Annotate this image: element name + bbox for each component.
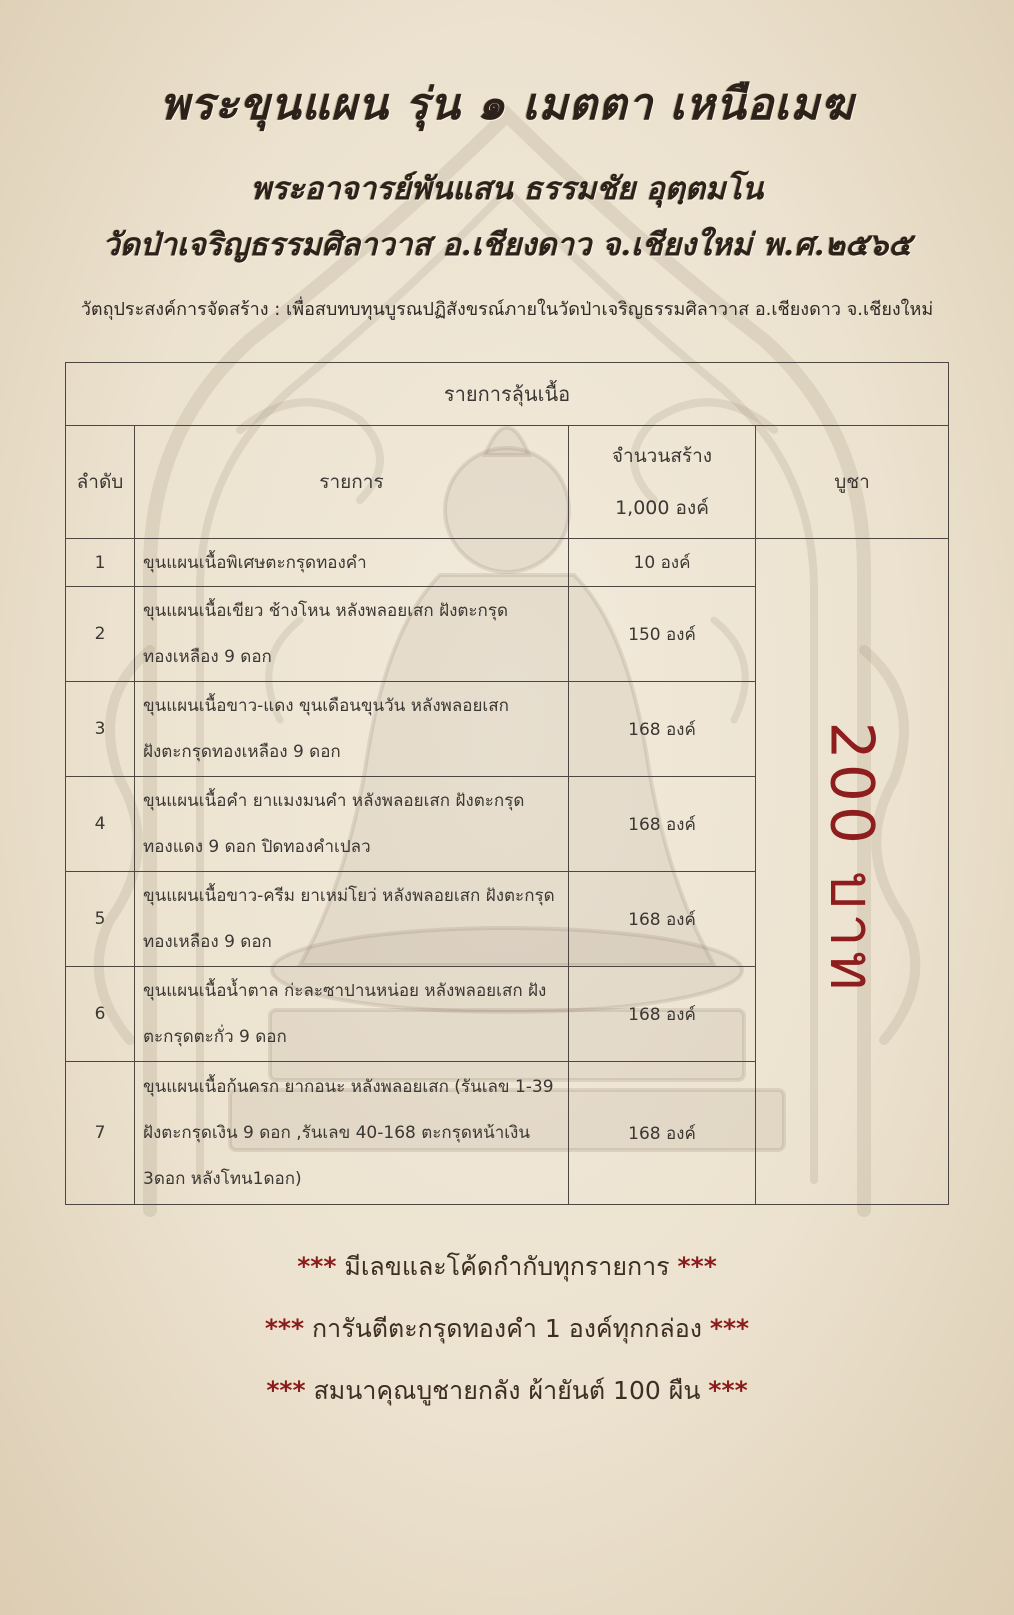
note-marker-left: *** [266, 1376, 306, 1405]
row-item-line: ฝังตะกรุดทองเหลือง 9 ดอก [143, 742, 341, 762]
header-no: ลำดับ [66, 426, 135, 539]
header-quantity-label: จำนวนสร้าง [611, 445, 713, 467]
row-quantity: 10 องค์ [569, 539, 756, 587]
main-title: พระขุนแผน รุ่น ๑ เมตตา เหนือเมฆ [160, 79, 854, 130]
row-item-line: ตะกรุดตะกั่ว 9 ดอก [143, 1027, 287, 1047]
monk-name-title: พระอาจารย์พันแสน ธรรมชัย อุตฺตมโน [250, 171, 764, 207]
table-row [66, 539, 949, 587]
row-quantity: 168 องค์ [569, 682, 756, 777]
header-price: บูชา [756, 426, 949, 539]
temple-title: วัดป่าเจริญธรรมศิลาวาส อ.เชียงดาว จ.เชียงใหม่ พ.ศ.๒๕๖๕ [102, 227, 912, 263]
note-text: มีเลขและโค้ดกำกับทุกรายการ [344, 1252, 670, 1281]
row-item [135, 1062, 569, 1205]
row-item-line: ทองแดง 9 ดอก ปิดทองคำเปลว [143, 837, 371, 857]
purpose-statement: วัตถุประสงค์การจัดสร้าง : เพื่อสบทบทุนบูรณปฏิสังขรณ์ภายในวัดป่าเจริญธรรมศิลาวาส อ.เชียงดาว จ.เชียงใหม่ [80, 299, 934, 320]
header-item: รายการ [135, 426, 569, 539]
row-item-line: ขุนแผนเนื้อน้ำตาล ก่ะละซาปานหน่อย หลังพลอยเสก ฝัง [143, 981, 547, 1001]
row-quantity: 168 องค์ [569, 1062, 756, 1205]
row-number: 6 [66, 967, 135, 1062]
lot-table [65, 362, 949, 1205]
row-item-line: 3ดอก หลังโทน1ดอก) [143, 1169, 302, 1189]
price-value: 200 บาท [816, 721, 887, 995]
header-quantity [569, 426, 756, 539]
row-number: 5 [66, 872, 135, 967]
notes-section [0, 1236, 1014, 1422]
note-line [0, 1298, 1014, 1360]
row-item [135, 777, 569, 872]
note-marker-right: *** [677, 1252, 717, 1281]
row-quantity: 168 องค์ [569, 777, 756, 872]
row-item [135, 967, 569, 1062]
row-quantity: 168 องค์ [569, 872, 756, 967]
row-item [135, 539, 569, 587]
row-number: 7 [66, 1062, 135, 1205]
row-item [135, 682, 569, 777]
note-marker-right: *** [708, 1376, 748, 1405]
table-caption: รายการลุ้นเนื้อ [66, 363, 949, 426]
price-cell [756, 539, 949, 1205]
note-marker-left: *** [297, 1252, 337, 1281]
row-item [135, 872, 569, 967]
row-item-line: ขุนแผนเนื้อก้นครก ยากอนะ หลังพลอยเสก (รันเลข 1-39 [143, 1077, 554, 1097]
note-marker-left: *** [264, 1314, 305, 1343]
row-number: 4 [66, 777, 135, 872]
row-quantity: 168 องค์ [569, 967, 756, 1062]
row-item-line: ขุนแผนเนื้อขาว-ครีม ยาเหม่โยว่ หลังพลอยเสก ฝังตะกรุด [143, 886, 555, 906]
row-item-line: ขุนแผนเนื้อพิเศษตะกรุดทองคำ [143, 552, 367, 573]
row-item-line: ขุนแผนเนื้อคำ ยาแมงมนคำ หลังพลอยเสก ฝังตะกรุด [143, 791, 525, 811]
row-item-line: ฝังตะกรุดเงิน 9 ดอก ,รันเลข 40-168 ตะกรุดหน้าเงิน [143, 1123, 530, 1143]
note-text: สมนาคุณบูชายกลัง ผ้ายันต์ 100 ผืน [313, 1376, 701, 1405]
row-number: 3 [66, 682, 135, 777]
note-text: การันตีตะกรุดทองคำ 1 องค์ทุกกล่อง [312, 1314, 702, 1343]
note-line [0, 1236, 1014, 1298]
note-marker-right: *** [709, 1314, 750, 1343]
row-quantity: 150 องค์ [569, 587, 756, 682]
row-item-line: ทองเหลือง 9 ดอก [143, 932, 272, 952]
row-item-line: ขุนแผนเนื้อขาว-แดง ขุนเดือนขุนวัน หลังพลอยเสก [143, 696, 509, 716]
row-item-line: ทองเหลือง 9 ดอก [143, 647, 272, 667]
row-item-line: ขุนแผนเนื้อเขียว ช้างโหน หลังพลอยเสก ฝังตะกรุด [143, 601, 509, 621]
header-quantity-total: 1,000 องค์ [615, 497, 709, 519]
note-line [0, 1360, 1014, 1422]
row-item [135, 587, 569, 682]
row-number: 1 [66, 539, 135, 587]
row-number: 2 [66, 587, 135, 682]
